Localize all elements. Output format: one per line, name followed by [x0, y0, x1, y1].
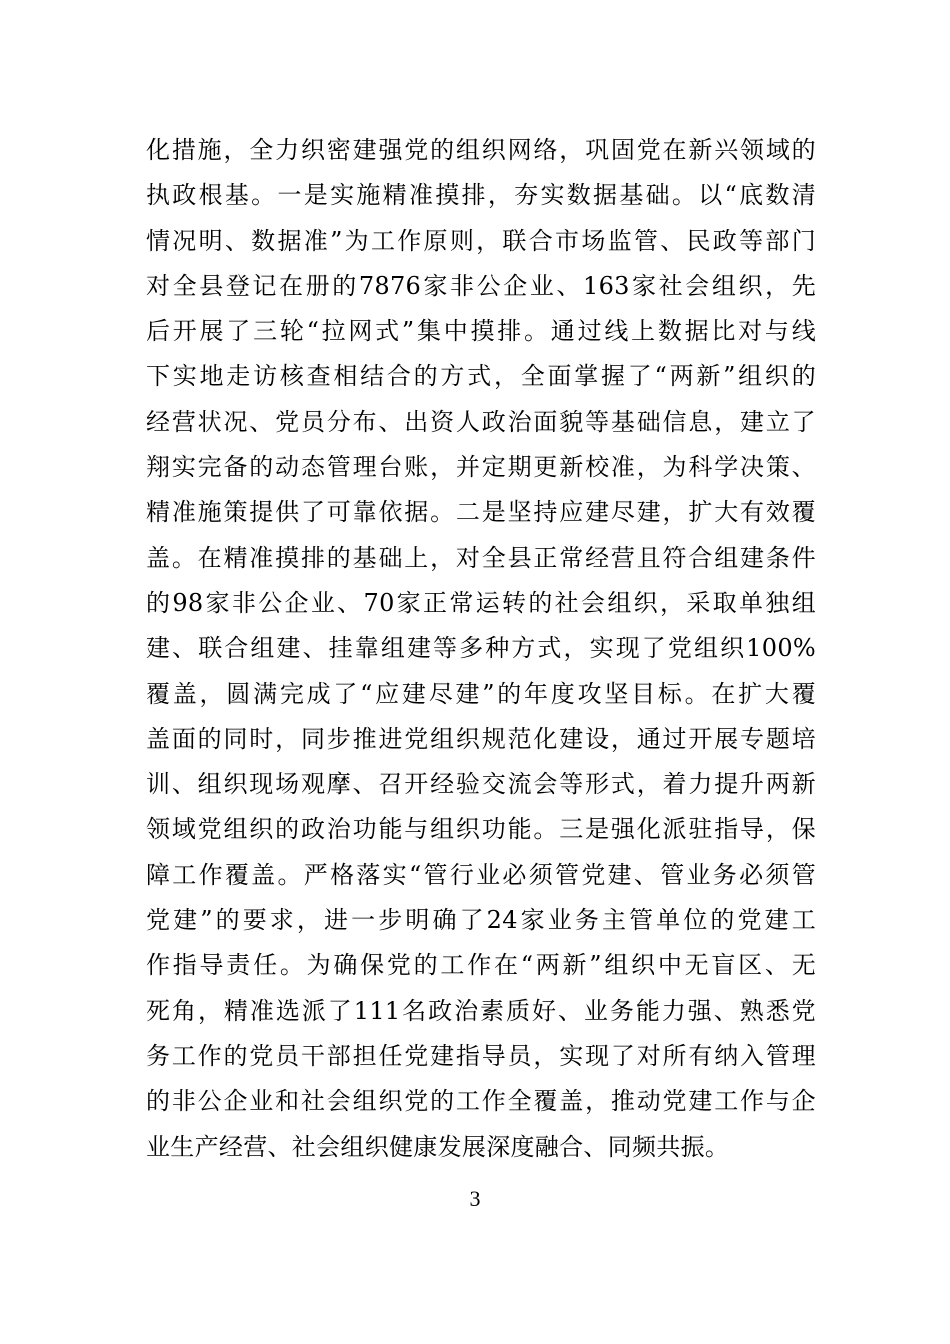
text-line: 盖面的同时，同步推进党组织规范化建设，通过开展专题培 — [146, 724, 816, 753]
text-line: 领域党组织的政治功能与组织功能。三是强化派驻指导，保 — [146, 815, 816, 844]
page-number: 3 — [469, 1186, 481, 1211]
text-line: 下实地走访核查相结合的方式，全面掌握了“两新”组织的 — [146, 362, 816, 391]
text-line: 覆盖，圆满完成了“应建尽建”的年度攻坚目标。在扩大覆 — [146, 679, 816, 708]
text-line: 盖。在精准摸排的基础上，对全县正常经营且符合组建条件 — [146, 543, 816, 572]
text-line: 的98家非公企业、70家正常运转的社会组织，采取单独组 — [146, 588, 816, 617]
text-line: 业生产经营、社会组织健康发展深度融合、同频共振。 — [146, 1132, 730, 1161]
text-line: 翔实完备的动态管理台账，并定期更新校准，为科学决策、 — [146, 453, 816, 482]
text-line: 化措施，全力织密建强党的组织网络，巩固党在新兴领域的 — [146, 136, 816, 164]
text-line: 情况明、数据准”为工作原则，联合市场监管、民政等部门 — [146, 226, 816, 255]
body-text — [146, 128, 816, 1170]
text-line: 作指导责任。为确保党的工作在“两新”组织中无盲区、无 — [146, 951, 816, 980]
text-line: 死角，精准选派了111名政治素质好、业务能力强、熟悉党 — [146, 996, 816, 1025]
text-line: 障工作覆盖。严格落实“管行业必须管党建、管业务必须管 — [146, 860, 816, 889]
text-line: 务工作的党员干部担任党建指导员，实现了对所有纳入管理 — [146, 1041, 816, 1070]
text-line: 建、联合组建、挂靠组建等多种方式，实现了党组织100% — [146, 634, 816, 663]
text-line: 经营状况、党员分布、出资人政治面貌等基础信息，建立了 — [146, 407, 816, 436]
text-line: 对全县登记在册的7876家非公企业、163家社会组织，先 — [146, 271, 816, 300]
text-line: 训、组织现场观摩、召开经验交流会等形式，着力提升两新 — [146, 770, 816, 799]
text-line: 执政根基。一是实施精准摸排，夯实数据基础。以“底数清 — [146, 181, 816, 210]
text-line: 精准施策提供了可靠依据。二是坚持应建尽建，扩大有效覆 — [146, 498, 816, 527]
text-line: 后开展了三轮“拉网式”集中摸排。通过线上数据比对与线 — [146, 317, 816, 346]
text-line: 的非公企业和社会组织党的工作全覆盖，推动党建工作与企 — [146, 1087, 816, 1116]
text-line: 党建”的要求，进一步明确了24家业务主管单位的党建工 — [146, 906, 816, 935]
